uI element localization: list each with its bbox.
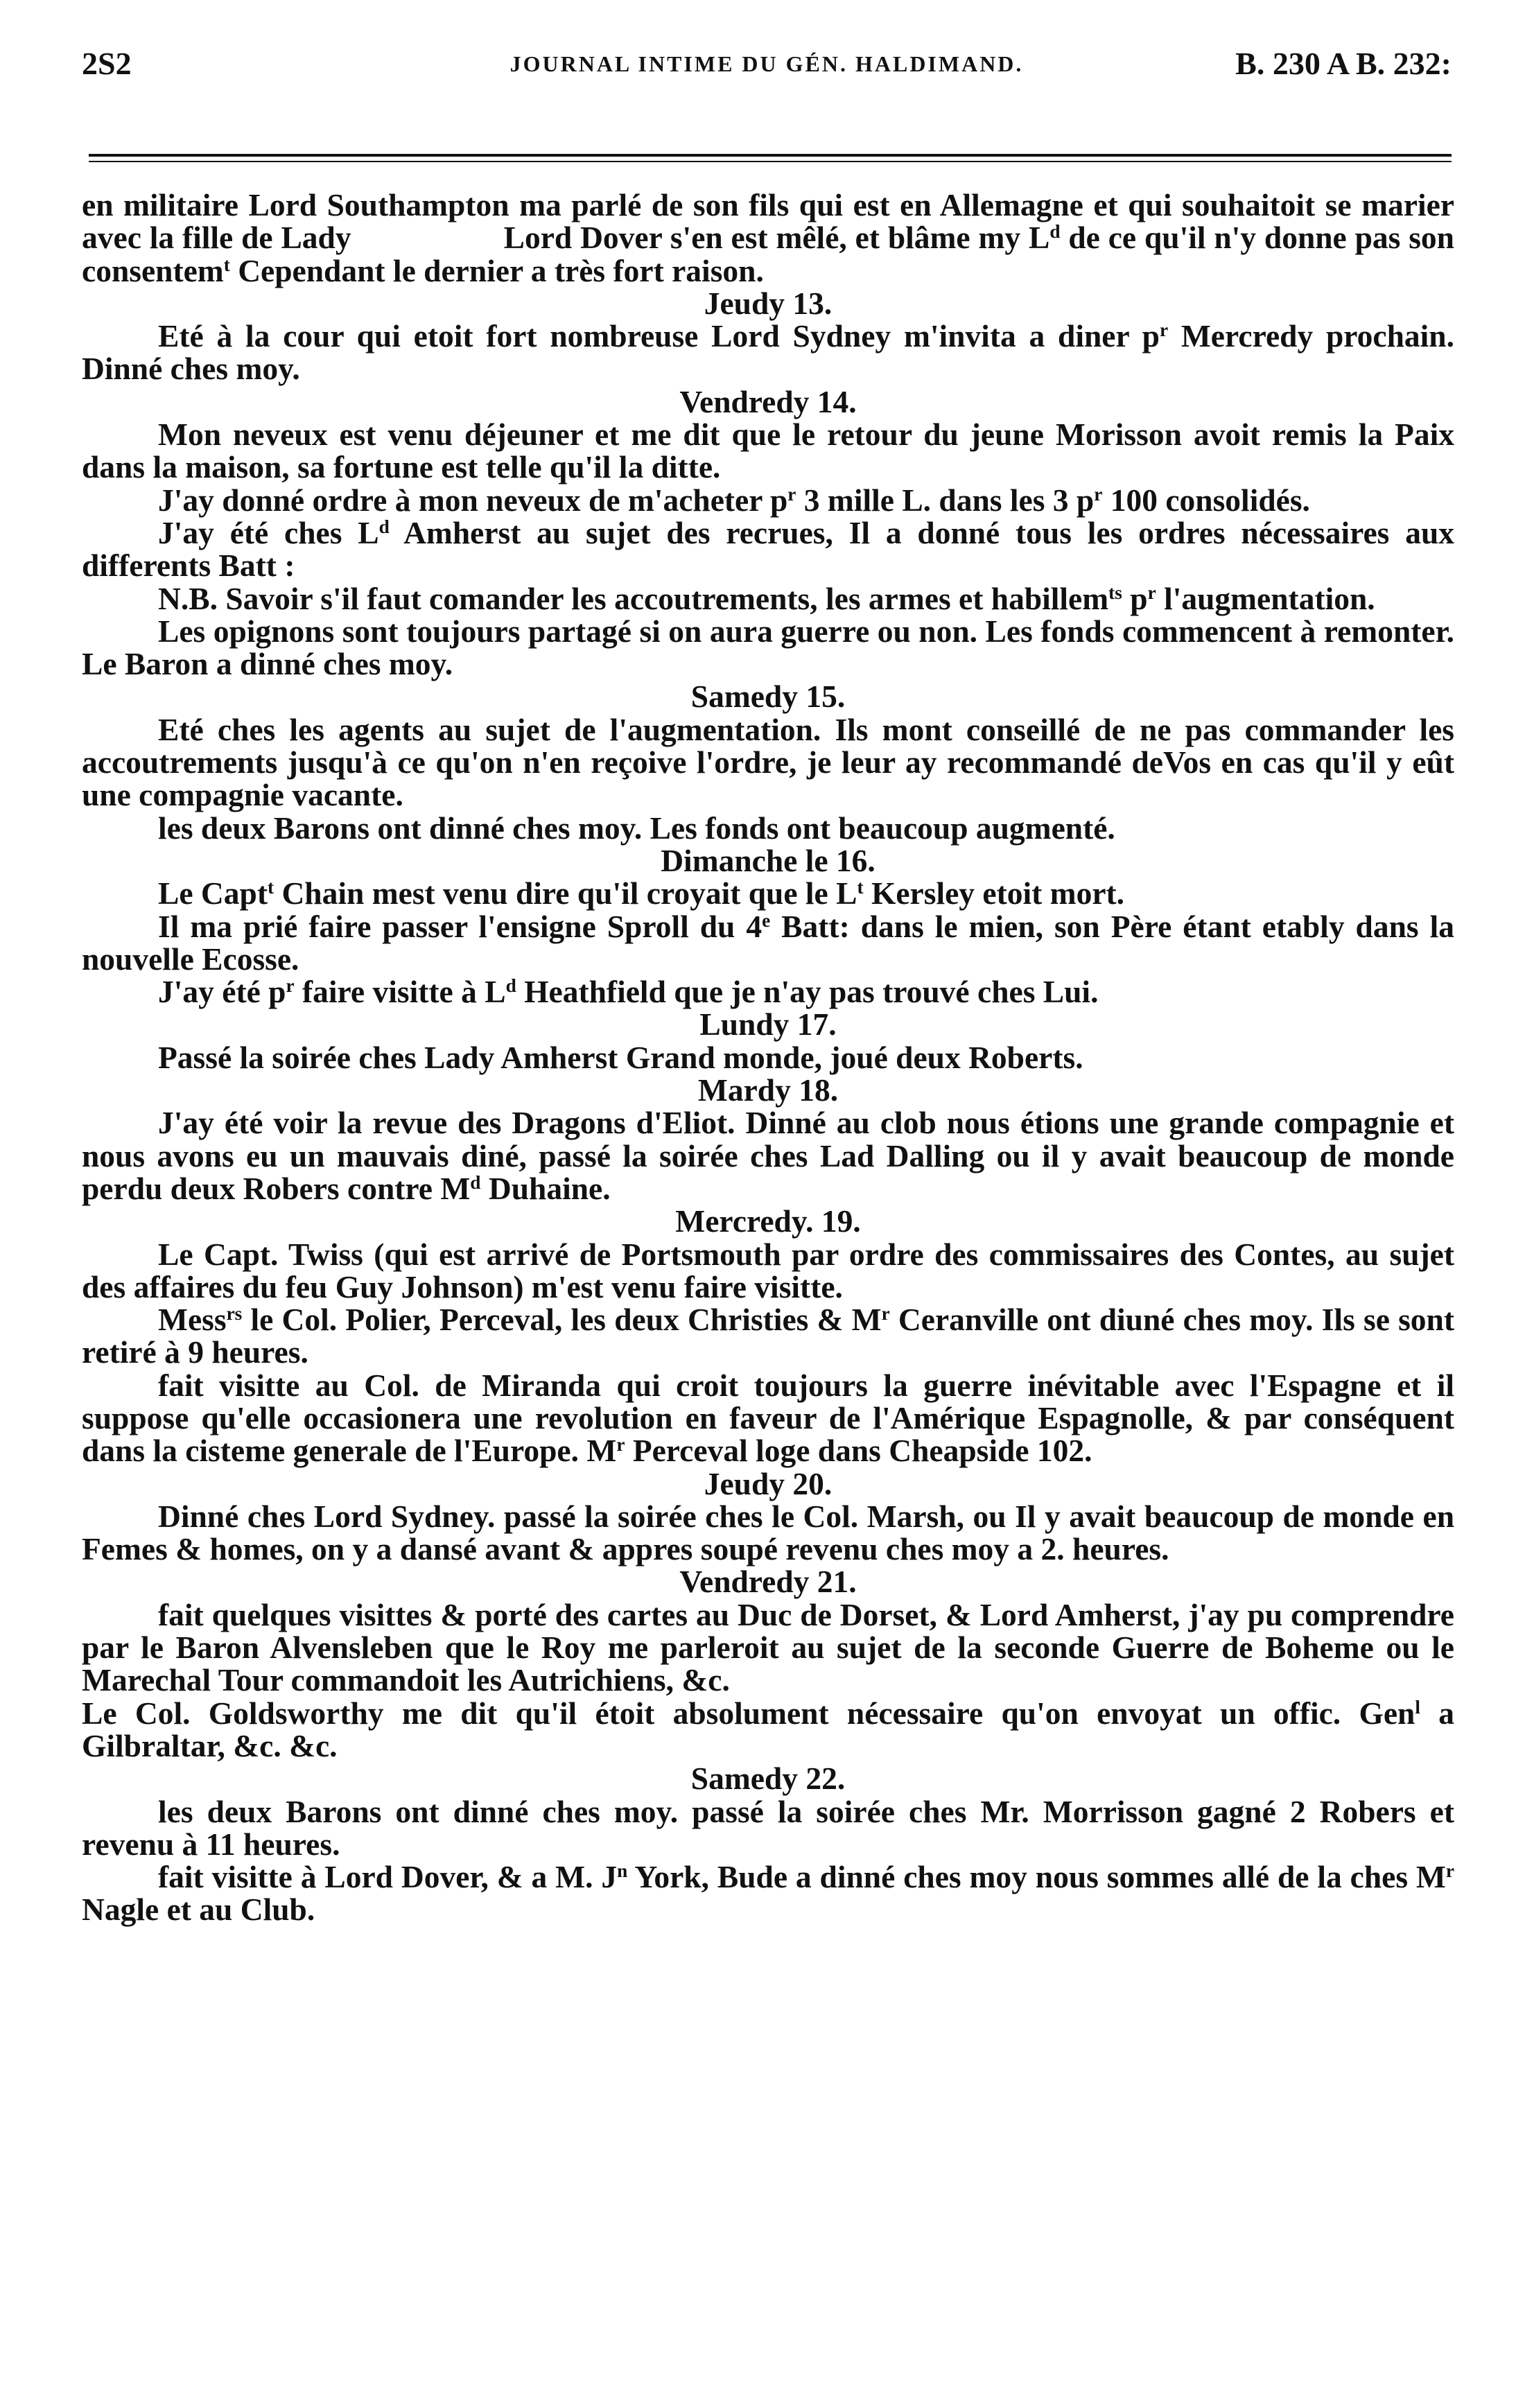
entry-paragraph: fait quelques visittes & porté des cartes au Duc de Dorset, & Lord Amherst, j'ay pu comprendre par le Baron Alvensleben que le Roy me parleroit au sujet de la seconde Guerre de Boheme ou le Marechal Tour commandoit les Autrichiens, &c. [82, 1596, 1454, 1698]
entry-paragraph: Le Col. Goldsworthy me dit qu'il étoit absolument nécessaire qu'on envoyat un offic. Gen$^l$ a Gilbraltar, &c. &c. [82, 1695, 1455, 1763]
entry-paragraph: Les opignons sont toujours partagé si on aura guerre ou non. Les fonds commencent à remonter. Le Baron a dinné ches moy. [82, 613, 1454, 682]
page-number: 2S2 [82, 46, 132, 81]
day-heading: Mercredy. 19. [675, 1203, 861, 1239]
running-title: JOURNAL INTIME DU GÉN. HALDIMAND. [509, 51, 1024, 76]
entry-paragraph: fait visitte à Lord Dover, & a M. $J^n$ York, Bude a dinné ches moy nous sommes allé de la ches $M^r$ Nagle et au Club. [82, 1859, 1454, 1928]
day-heading: Vendredy 21. [679, 1564, 857, 1600]
entry-paragraph: J'ay été ches $L^d$ Amherst au sujet des recrues, Il a donné tous les ordres nécessaires aux differents Batt : [82, 514, 1454, 584]
entry-paragraph: en militaire Lord Southampton ma parlé de son fils qui est en Allemagne et qui souhaitoit se marier avec la fille de Lady Lord Dover s'en est mêlé, et blâme my $L^d$ de ce qu'il n'y donne pas son consentem$^t$ Cependant le dernier a très fort raison. [82, 187, 1454, 288]
day-heading: Lundy 17. [699, 1006, 837, 1042]
day-heading: Vendredy 14. [679, 383, 857, 419]
page-header [82, 36, 1452, 91]
entry-paragraph: N.B. Savoir s'il faut comander les accoutrements, les armes et habillem$^{ts}$ $p^r$ l'augmentation. [158, 580, 1375, 616]
entry-paragraph: Mess$^{rs}$ le Col. Polier, Perceval, les deux Christies & $M^r$ Ceranville ont diuné ches moy. Ils se sont retiré à 9 heures. [82, 1302, 1454, 1370]
entry-paragraph: les deux Barons ont dinné ches moy. passé la soirée ches Mr. Morrisson gagné 2 Robers et revenu à 11 heures. [82, 1793, 1454, 1862]
header-rule [89, 154, 1452, 157]
entry-paragraph: J'ay été voir la revue des Dragons d'Eliot. Dinné au clob nous étions une grande compagnie et nous avons eu un mauvais diné, passé la soirée ches Lad Dalling ou il y avait beaucoup de monde perdu deux Robers contre $M^d$ Duhaine. [82, 1105, 1454, 1206]
entry-paragraph: les deux Barons ont dinné ches moy. Les fonds ont beaucoup augmenté. [158, 810, 1115, 846]
entry-paragraph: Passé la soirée ches Lady Amherst Grand monde, joué deux Roberts. [158, 1039, 1083, 1075]
day-heading: Mardy 18. [697, 1072, 839, 1108]
entry-paragraph: Le Capt$^t$ Chain mest venu dire qu'il croyait que le $L^t$ Kersley etoit mort. [158, 875, 1125, 911]
journal-text [82, 189, 1454, 1926]
day-heading: Dimanche le 16. [661, 842, 875, 878]
entry-paragraph: Eté ches les agents au sujet de l'augmentation. Ils mont conseillé de ne pas commander les accoutrements jusqu'à ce qu'on n'en reçoive l'ordre, je leur ay recommandé deVos en cas qu'il y eût une compagnie vacante. [82, 711, 1454, 813]
day-heading: Samedy 22. [690, 1761, 846, 1797]
entry-paragraph: Mon neveux est venu déjeuner et me dit que le retour du jeune Morisson avoit remis la Paix dans la maison, sa fortune est telle qu'il la ditte. [82, 417, 1454, 485]
entry-paragraph: Eté à la cour qui etoit fort nombreuse Lord Sydney m'invita a diner $p^r$ Mercredy prochain. Dinné ches moy. [82, 318, 1454, 387]
entry-paragraph: J'ay été $p^r$ faire visitte à $L^d$ Heathfield que je n'ay pas trouvé ches Lui. [158, 974, 1099, 1010]
day-heading: Samedy 15. [690, 679, 846, 715]
entry-paragraph: Dinné ches Lord Sydney. passé la soirée ches le Col. Marsh, ou Il y avait beaucoup de monde en Femes & homes, on y a dansé avant & appres soupé revenu ches moy a 2. heures. [82, 1498, 1454, 1567]
entry-paragraph: Le Capt. Twiss (qui est arrivé de Portsmouth par ordre des commissaires des Contes, au sujet des affaires du feu Guy Johnson) m'est venu faire visitte. [82, 1236, 1454, 1305]
header-rule-thin [89, 161, 1452, 162]
day-heading: Jeudy 13. [704, 285, 833, 321]
entry-paragraph: fait visitte au Col. de Miranda qui croit toujours la guerre inévitable avec l'Espagne et il suppose qu'elle occasionera une revolution en faveur de l'Amérique Espagnolle, & par conséquent dans la cisteme generale de l'Europe. $M^r$ Perceval loge dans Cheapside 102. [82, 1367, 1454, 1469]
day-heading: Jeudy 20. [704, 1465, 833, 1501]
entry-paragraph: Il ma prié faire passer l'ensigne Sproll du 4e Batt: dans le mien, son Père étant etably dans la nouvelle Ecosse. [82, 908, 1454, 977]
volume-range: B. 230 A B. 232: [1235, 46, 1452, 81]
entry-paragraph: J'ay donné ordre à mon neveux de m'acheter $p^r$ 3 mille L. dans les 3 $p^r$ 100 consolidés. [158, 482, 1310, 518]
